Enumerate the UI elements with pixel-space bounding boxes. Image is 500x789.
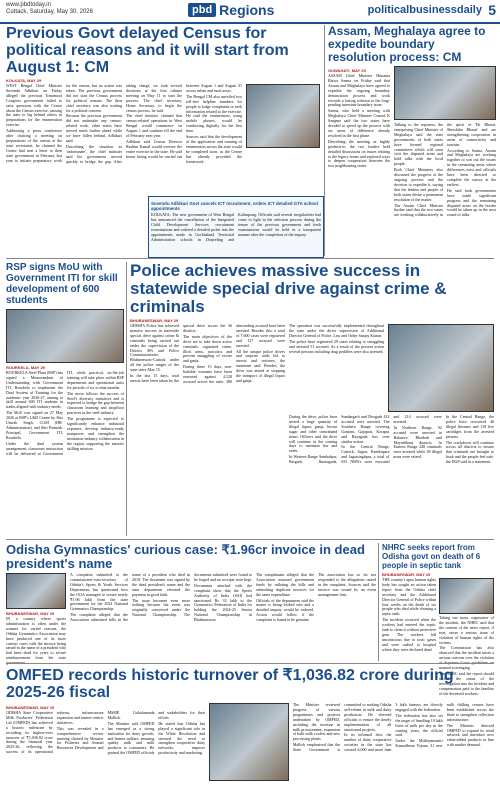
site-url[interactable]: www.pbdtoday.in	[6, 2, 51, 8]
gymnastics-headline[interactable]: Odisha Gymnastics' curious case: ₹1.96cr invoice in dead president's name	[6, 542, 365, 571]
row-divider	[6, 539, 494, 540]
assam-photo	[394, 66, 496, 120]
nhrc-photo	[439, 578, 494, 614]
gymnastics-para: The complaint alleged that the Association submitted bills in the name of a president who died in 2018. The document was signed by the dead president's name and the state department released the payment in good faith.	[70, 572, 190, 623]
gymnastics-body-1	[6, 617, 66, 673]
nhrc-para: The incident occurred when the workers had entered the septic tank to clean it without protective gear. The workers fell unconscious due to toxic gases and were rushed to hospital where they were declared dead.	[382, 617, 436, 652]
omfed-story	[6, 667, 494, 770]
nhrc-body-2	[439, 615, 494, 696]
census-para: Addressing a press conference after chairing a meeting on preparations of the census at the state secretariat, he claimed the Centre had sent a letter to then state government in February last year to initiate preparatory work for the census, but no action was taken. The previous government did not start the Census process for political reasons. The then chief secretary was also waiting for a political consent.	[6, 83, 122, 163]
gymnastics-body-2	[70, 573, 376, 673]
gymnastics-para: Officials of the department said the matter is being looked into and a detailed inquiry would be ordered. Action would follow if the complaint is found to be genuine.	[256, 597, 314, 623]
census-headline[interactable]: Previous Govt delayed Census for political reasons and it will start from August 1: CM	[6, 25, 289, 76]
ict-headline[interactable]: Suvendu Adhikari Govt cancels ICT recruitment, orders ICT detailed GTA school appointments	[151, 201, 318, 211]
page-number: 5	[488, 2, 496, 18]
police-para: In the last 15 days, total arrests have been taken by the special drive across the 36 districts.	[130, 323, 232, 383]
police-story	[130, 262, 494, 536]
gymnastics-story	[6, 543, 376, 661]
census-para: Adhikari said Census Director Rashmi Kamal would oversee the entire exercise in the state. He said house listing would be carried out between August 1 and August 31 across urban and rural areas.	[126, 83, 242, 159]
omfed-para: Under the Mukhyamantri Kamadhenu Yojana, 31 new milk chilling centres have been established across the State to strengthen collection infrastructure.	[395, 702, 494, 749]
omfed-para: The Minister directed OMFED to expand its retail network and introduce new value-added products in line with market demand.	[446, 722, 494, 748]
rsp-para: The programme is expected to significantly enhance industrial exposure, develop industry-ready manpower and strengthen the institution-industry collaboration in the region, supporting the nation's skilling mission.	[67, 416, 124, 451]
police-headline[interactable]: Police achieves massive success in statewide special drive against crime & criminals	[130, 261, 447, 316]
assam-para: Sarma, who held a meeting with Meghalaya Chief Minister Conrad K Sangma said the two states have decided to speed up the process with six areas of difference already resolved in the first phase.	[328, 108, 390, 138]
omfed-para: He stated that Odisha has played a significant role in the White Revolution and stressed the need to strengthen cooperative dairy networks, improve productivity and marketing.	[158, 720, 206, 756]
police-para: During the drive, police have seized a huge quantity of illegal liquor, ganja, brown sugar and other contraband items. Officers said the drive will continue in the coming days to maintain law and order.	[289, 414, 338, 454]
header-left	[6, 2, 93, 16]
nhrc-para: The NHRC said the report should include the status of the investigation into the incident and compensation paid to the families of the deceased workers.	[439, 670, 494, 696]
assam-para: Describing the meeting as highly productive, the two leaders held detailed discussions on issues relating to the legacy issues and explored ways to deepen cooperation between the two neighbouring states.	[328, 138, 390, 169]
assam-para: According to Sarma, Assam and Meghalaya are working together to sort out the issues in the remaining areas where differences exist and officials have been directed to complete the survey at the earliest.	[447, 147, 496, 187]
police-para: In the Central Range, the police have recovered 46 illegal firearms and 118 live cartridges from the arrested persons.	[445, 414, 494, 439]
omfed-headline[interactable]: OMFED records historic turnover of ₹1,036.82 crore during 2025-26 fiscal	[6, 667, 454, 701]
census-para: Describing the situation as 'unfortunate', the chief minister said his government moved quickly to bridge the gap. After taking charge, we took several decisions at the first cabinet meeting on May 11 to start the process. The chief secretary, Home Secretary, to begin the census process, he said.	[66, 83, 182, 164]
ict-body	[151, 213, 321, 253]
rsp-body	[6, 371, 124, 561]
police-dateline: BHUBANESWAR, MAY 29	[130, 318, 179, 323]
census-para: Because the previous government did not undertake any census-related work, other states have moved much further ahead while we have fallen behind, Adhikari said.	[66, 113, 122, 143]
row-divider	[6, 258, 494, 259]
rsp-para: Under the dual system arrangement, classroom instruction will be delivered at Government ITI, while practical, on-the-job training will take place within RSP departments and operational units for periods of six to nine months.	[6, 370, 124, 456]
nhrc-para: The Commission has also observed that the incident raises a serious concern over the violation manual scavenging.	[439, 645, 494, 671]
assam-para: ASSAM Chief Minister Himanta Biswa Sarma on Friday said that Assam and Meghalaya have agreed to expedite the ongoing boundary demarcation process and work towards a lasting solution to the long-pending interstate boundary issue.	[328, 73, 390, 108]
nhrc-para: THE country's apex human rights body has sought an action taken report from the Odisha chief secretary and the Additional Director General of Police within four weeks on the death of six people who died while cleaning a septic tank.	[382, 577, 436, 617]
assam-para: Both Chief Ministers also discussed the progress of the ongoing process and the decision to expedite it, saying that the leaders and people of both states desire a permanent resolution of the matter.	[394, 167, 443, 202]
gymnastics-para: The association has so far not responded to the allegations raised in the complaint. Sources said the invoice was issued by an event management firm.	[318, 572, 376, 597]
pbd-logo: pbd	[188, 3, 216, 17]
omfed-para: Mallick emphasised that the State Government is committed to making Odisha self-reliant in milk and dairy production. He directed officials to ensure the timely implementation of all sanctioned projects.	[292, 702, 392, 753]
column-divider	[126, 262, 127, 536]
rsp-para: The MoU was signed on 27 May 2026 at RSP's L&D Centre by Shri Umesh Singh, CGM (HR-Administration), and Shri Pattnaik, Principal, Government ITI, Rourkela.	[6, 410, 63, 440]
omfed-para: In its informal first, the number of dairy cooperative societies in the state has crossed 6,000 and more than 3 lakh farmers are directly engaged with the federation.	[344, 702, 443, 753]
ict-text: KOLKATA: The new government of West Bengal has announced the cancellation of the Integrated Child Development Services recruitment examinations and ordered a detailed probe into the appointments made in Gorkhaland Territorial Administration schools in Darjeeling and Kalimpong. Officials said several irregularities had come to light in the selection process during the tenure of the previous government and fresh examinations would be held in a transparent manner after the completion of the inquiry.	[151, 212, 321, 242]
nhrc-body-1	[382, 578, 436, 668]
census-para: The chief minister claimed that census-related operations in West Bengal would commence on August 1 and continue till the end of February next year.	[126, 113, 182, 139]
omfed-para: This was revealed in a comprehensive review meeting chaired by Minister for Fisheries and Animal Resources Development and MSME Gokulananda Mallick.	[56, 710, 155, 751]
gymnastics-dateline: BHUBANESWAR, MAY 29	[6, 611, 55, 616]
section-title	[188, 2, 274, 18]
assam-para: The Assam Chief Minister further said that the two states are working collaboratively in the spirit of 'Ek Bharat, Shreshtha Bharat' and are strengthening cooperation in areas of connectivity and tourism.	[394, 122, 496, 218]
nhrc-dateline: BHUBANESWAR, MAY 29	[382, 572, 431, 577]
ict-sidebar	[148, 196, 324, 258]
police-para: During these 15 days, non-bailable warrants have been executed against 4,528 accused across the state. 380 absconding accused have been arrested. Besides this, a total of 7,600 cases were registered and 127 accused were arrested.	[183, 323, 285, 384]
rsp-headline[interactable]: RSP signs MoU with Government ITI for skill development of 600 students	[6, 262, 118, 306]
assam-story	[328, 25, 496, 256]
census-para: The Bengal CM also unveiled two toll-free helpline numbers for people to lodge complaints or seek information related to the exercise. He said the enumerators, using mobile phones, would be conducting digitally for the first time.	[186, 93, 242, 134]
gymnastics-para: Documents attached with the complaint show that the Sports Authority of India (SAI) had sanctioned Rs 33 lakh to the Gymnastics Federation of India for holding the 2024-25 Senior National Championship in Bhubaneswar.	[194, 582, 252, 623]
gymnastics-para: The issue becomes even more striking because the event was originally conceived under the National Championship. The documents submitted were found to be forged and no receipts were kept.	[132, 572, 253, 618]
rsp-dateline: ROURKELA, MAY 29	[6, 365, 45, 370]
assam-body-2	[394, 123, 496, 258]
rsp-para: ROURKELA Steel Plant (RSP) has signed a Memorandum of Understanding with Government ITI, Rourkela to implement the Dual System of Training for the academic year 2026-27, aiming to skill around 600 ITI students in trades aligned with industry needs.	[6, 370, 63, 410]
assam-para: Talking to the reporters, the enterprising Chief Minister of Meghalaya said the state governments of both states have formed regional committees which will soon visit the disputed areas and hold talks with the local people.	[394, 122, 443, 167]
census-para: WEST Bengal Chief Minister Suvendu Adhikari on Friday alleged the previous Trinamool Congress government failed to raise questions with the Centre about the Census exercise, causing the state to lag behind others in preparations for the enumeration exercise.	[6, 83, 62, 128]
page-header	[0, 0, 500, 24]
police-para: The police have registered 29 cases relating to smuggling and arrested 51 accused. As a result of the present action several persons including drug peddlers were also arrested.	[289, 338, 385, 354]
column-divider	[378, 543, 379, 661]
omfed-body-2	[293, 703, 494, 787]
police-para: All the unique police drives and surprise raids led to arrests and seizures, the statement said. Besides, the drive was aimed at stopping the transport of illegal liquor and ganja.	[236, 348, 285, 383]
gymnastics-para: IN a country where sports administration is often under the scanner for varied reasons, the Odisha Gymnastics Association may have produced one of its more curious cases with the invoice being raised in the name of a president who had been dead for years to secure reimbursement from the state	[6, 616, 66, 661]
police-photo	[388, 324, 494, 412]
omfed-para: The Minister reviewed progress of various programmes and projects undertaken by OMFED, including the increase in milk procurement, expansion of bulk milk coolers and new processing plants.	[292, 702, 341, 742]
police-para: The main objectives of the drive are to take down active criminals, organised crime, illicit arms, narcotics and prevent smuggling of excise and ganja.	[183, 333, 232, 364]
rsp-photo	[6, 309, 124, 363]
police-para: In the Central Range, Cuttack, Jajpur, Kendrapara and Jagatsinghpur, a total of 655 NBWs were executed and 214 accused were arrested.	[341, 414, 442, 465]
census-photo	[246, 84, 320, 148]
rsp-para: The move follows the success of Steel's diversity initiatives and is expected to bridge the gap between classroom learning and shopfloor practices in the steel industry.	[67, 390, 124, 416]
nhrc-story	[382, 543, 494, 696]
police-body-2	[289, 324, 384, 410]
police-para: ODISHA Police has achieved massive success in statewide special drive against crime & criminals being carried out under the supervision of the District SPs and Police Commissionerate, Bhubaneswar-Cuttack under all the police ranges of the state since May 15.	[130, 323, 179, 373]
omfed-para: The Minister said OMFED has emerged as a strong institution for dairy growth, and farmer welfare, ensuring quality milk and milk products to consumers. He praised the OMFED officials and stakeholders for their efforts.	[107, 710, 206, 756]
omfed-dateline: BHUBANESWAR, MAY 29	[6, 705, 55, 710]
gymnastics-photo	[6, 573, 66, 609]
census-para: Sources said that the development of the application and training of enumerators across the state would be completed soon, as the Centre has already provided the framework.	[186, 134, 242, 164]
omfed-body-1	[6, 711, 205, 789]
omfed-photo	[209, 703, 289, 781]
police-para: In Northern Range, 92 accused were arrested in Balasore, Bhadrak and Mayurbhanj districts. In Eastern Range 240 criminals were arrested while 38 illegal arms were seized.	[393, 424, 442, 460]
omfed-para: The federation has also set the target of handling 10 lakh litres of milk per day in the coming years, the official said.	[395, 712, 443, 738]
rsp-story	[6, 262, 124, 536]
dateline: Cuttack, Saturday, May 30, 2026	[6, 9, 93, 15]
nhrc-para: Taking suo motu cognisance of the incident, the NHRC said that the content of the news report, if true, raises a serious issue of violation of human rights of the victims.	[439, 615, 494, 645]
police-para: In Western Range Sambalpur, Bargarh, Jharsuguda, Sundargarh and Deogarh 412 accused were arrested. The Southern Range covering Ganjam, Gajapati, Koraput and Rayagada has seen similar action.	[289, 414, 390, 465]
police-body-1	[130, 324, 285, 554]
police-para: The crackdown will continue across all districts to ensure that criminals are brought to book and the people feel safe, the DGP said in a statement.	[445, 439, 494, 465]
assam-headline[interactable]: Assam, Meghalaya agree to expedite boundary resolution process: CM	[328, 24, 486, 64]
masthead: politicalbusinessdaily	[367, 4, 482, 16]
assam-body-1	[328, 74, 390, 252]
police-body-3	[289, 415, 494, 555]
gymnastics-para: A complaint submitted to the commissioner-cum-secretary of Odisha's Sports & Youth Services Department, has questioned how the OGA managed to secure nearly ₹1.96 lakh from the state government for the 2024 National Gymnastics Championship.	[70, 572, 128, 612]
census-dateline: KOLKATA, MAY 29	[6, 78, 42, 83]
police-para: The operation was successfully implemented throughout the state under the direct supervision of Additional Director General of Police, Law and Order Sanjay Kumar.	[289, 323, 385, 338]
omfed-para: ODISHA State Cooperative Milk Producers' Federation Ltd (OMFED) has achieved a historic milestone by recording its highest-ever turnover of ₹1,036.82 crore during the financial year 2025-26, reflecting the success of its operational reforms, infrastructure expansion and farmer-centric initiatives.	[6, 710, 104, 755]
section-name: Regions	[219, 2, 275, 18]
nhrc-headline[interactable]: NHRC seeks report from Odisha govt on death of 6 people in septic tank	[382, 543, 481, 570]
assam-dateline: GUWAHATI, MAY 29	[328, 68, 366, 73]
gymnastics-para: The complainant alleged that the Association misused government funds by inflating the bills and submitting duplicate invoices for the same expenditure.	[256, 572, 314, 597]
assam-para: He said both governments have made significant progress and the remaining disputed areas on the border would be taken up in the next round of talks.	[447, 187, 496, 218]
row-divider	[6, 663, 494, 664]
column-divider	[324, 25, 325, 256]
